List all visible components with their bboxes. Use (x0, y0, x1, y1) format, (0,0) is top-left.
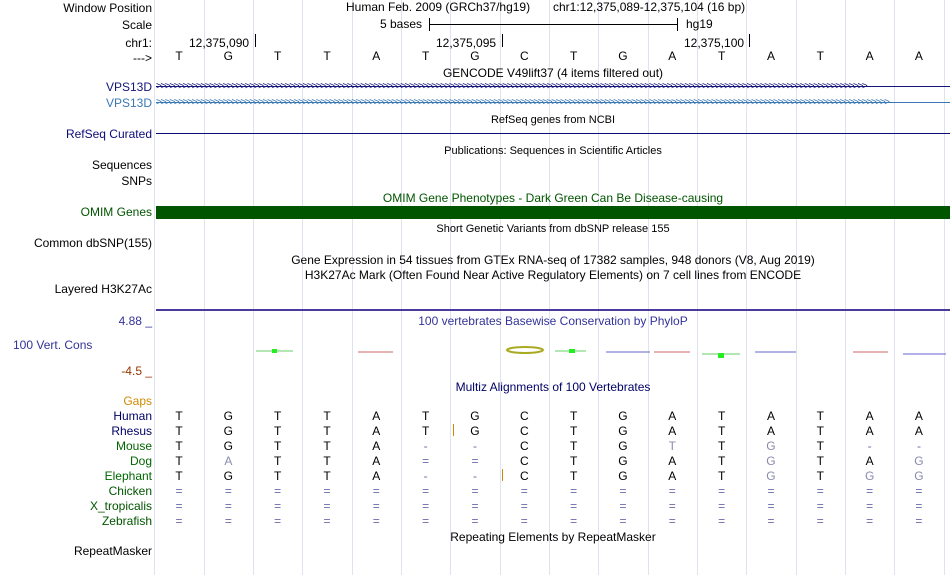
alignment-base: = (816, 514, 824, 528)
alignment-base: T (668, 439, 676, 453)
scale-label: Scale (121, 18, 152, 32)
alignment-base: A (865, 424, 874, 438)
gtex-track-title: Gene Expression in 54 tissues from GTEx RNA-seq of 17382 samples, 948 donors (V8, Aug 2019) (291, 253, 815, 267)
alignment-base: = (224, 499, 232, 513)
alignment-base: - (423, 439, 428, 453)
alignment-base: A (914, 424, 923, 438)
species-label[interactable]: Mouse (115, 439, 152, 453)
alignment-base: = (323, 484, 331, 498)
gencode-track-title: GENCODE V49lift37 (4 items filtered out) (442, 66, 664, 80)
alignment-base: A (668, 469, 677, 483)
alignment-base: = (915, 514, 923, 528)
phylop-track-title: 100 vertebrates Basewise Conservation by PhyloP (418, 314, 688, 328)
base-letter: T (175, 49, 183, 63)
dbsnp-track-title: Short Genetic Variants from dbSNP release 155 (436, 223, 670, 235)
ruler-tick (749, 34, 750, 47)
multiz-track-title: Multiz Alignments of 100 Vertebrates (455, 380, 651, 394)
alignment-base: T (175, 409, 183, 423)
alignment-base: G (618, 454, 628, 468)
alignment-base: = (224, 484, 232, 498)
alignment-base: T (421, 424, 430, 438)
track-label-omim[interactable]: OMIM Genes (80, 205, 152, 219)
ruler-tick (255, 34, 256, 47)
alignment-base: A (668, 424, 677, 438)
alignment-base: T (569, 469, 578, 483)
alignment-base: = (175, 499, 183, 513)
alignment-base: G (864, 469, 875, 483)
alignment-base: = (422, 484, 430, 498)
alignment-base: = (520, 514, 528, 528)
species-label[interactable]: Zebrafish (101, 514, 152, 528)
base-letter: A (372, 49, 381, 63)
species-label[interactable]: X_tropicalis (89, 499, 152, 513)
base-letter: T (323, 49, 331, 63)
alignment-base: - (867, 439, 872, 453)
alignment-base: C (519, 424, 529, 438)
alignment-base: G (470, 424, 480, 438)
alignment-row (156, 514, 950, 528)
alignment-base: A (224, 454, 233, 468)
alignment-base: A (766, 424, 775, 438)
alignment-base: = (767, 484, 775, 498)
base-letter: G (618, 49, 628, 63)
alignment-base: = (274, 514, 282, 528)
base-letter: C (519, 49, 529, 63)
alignment-base: = (422, 514, 430, 528)
phylop-signal[interactable] (156, 340, 950, 364)
alignment-row (156, 484, 950, 498)
omim-gene-bar[interactable] (156, 206, 950, 219)
alignment-base: T (569, 409, 578, 423)
track-label-vps13d-1[interactable]: VPS13D (105, 80, 152, 94)
species-label[interactable]: Chicken (108, 484, 152, 498)
h3k27ac-track-title: H3K27Ac Mark (Often Found Near Active Regulatory Elements) on 7 cell lines from ENCODE (304, 268, 802, 282)
alignment-row (156, 499, 950, 513)
grid-line (154, 0, 155, 575)
alignment-base: = (175, 514, 183, 528)
alignment-row (156, 424, 950, 438)
refseq-gene-line[interactable] (156, 133, 950, 134)
base-letter: T (717, 49, 726, 63)
repeatmasker-track-title: Repeating Elements by RepeatMasker (450, 530, 656, 544)
base-letter: A (914, 49, 923, 63)
alignment-base: G (766, 469, 776, 483)
ruler-tick-label: 12,375,090 (189, 36, 250, 50)
alignment-base: T (717, 469, 726, 483)
alignment-base: = (718, 499, 726, 513)
alignment-base: G (914, 454, 924, 468)
ruler-tick-label: 12,375,100 (684, 36, 745, 50)
alignment-row (156, 469, 950, 483)
track-label-repeatmasker[interactable]: RepeatMasker (73, 544, 152, 558)
ruler-tick (502, 34, 503, 47)
vps13d-transcript-1[interactable]: >>>>>>>>>>>>>>>>>>>>>>>>>>>>>>>>>>>>>>>>>>>>>>>>>>>>>>>>>>>>>>>>>>>>>>>>>>>>>>>>>>>>>>>>>>>>>>>>>>>>>>>>>>>>>>>>>>>>>>>>>>>>>>>>>>>>>>>>>>>>>>>>>>>>>>>>>>>>>>>> (156, 80, 950, 94)
alignment-base: G (470, 409, 480, 423)
alignment-base: = (274, 499, 282, 513)
alignment-base: T (717, 454, 726, 468)
alignment-base: A (865, 454, 874, 468)
alignment-base: G (914, 469, 924, 483)
alignment-base: = (570, 484, 578, 498)
base-letter: A (766, 49, 775, 63)
alignment-base: = (175, 484, 183, 498)
alignment-base: C (519, 409, 529, 423)
alignment-base: = (915, 499, 923, 513)
alignment-base: = (224, 514, 232, 528)
alignment-base: T (816, 424, 824, 438)
alignment-base: G (223, 469, 233, 483)
alignment-base: G (223, 409, 233, 423)
alignment-base: = (668, 499, 676, 513)
alignment-base: T (273, 424, 282, 438)
base-letter: T (421, 49, 430, 63)
scale-bar-right-tick (677, 18, 678, 31)
base-letter: A (668, 49, 677, 63)
alignment-base: T (816, 409, 824, 423)
base-letter: T (569, 49, 578, 63)
alignment-base: T (175, 454, 183, 468)
alignment-base: T (717, 439, 726, 453)
alignment-base: A (668, 454, 677, 468)
window-position-label: Window Position (63, 1, 152, 15)
alignment-base: G (618, 439, 628, 453)
alignment-base: = (619, 499, 627, 513)
alignment-base: = (570, 499, 578, 513)
alignment-base: = (570, 514, 578, 528)
alignment-base: T (175, 469, 183, 483)
alignment-base: G (766, 439, 776, 453)
alignment-base: G (618, 469, 628, 483)
alignment-row (156, 439, 950, 453)
alignment-base: T (816, 454, 824, 468)
alignment-base: A (914, 409, 923, 423)
alignment-base: G (618, 409, 628, 423)
alignment-base: G (766, 454, 776, 468)
alignment-base: = (422, 499, 430, 513)
alignment-base: T (175, 424, 183, 438)
base-letter: T (273, 49, 282, 63)
alignment-base: A (766, 409, 775, 423)
alignment-base: A (372, 409, 381, 423)
alignment-base: = (372, 499, 380, 513)
alignment-base: T (421, 409, 430, 423)
alignment-base: T (816, 439, 824, 453)
h3k27ac-signal-line[interactable] (156, 309, 950, 311)
alignment-base: T (273, 469, 282, 483)
alignment-base: = (816, 484, 824, 498)
strand-toggle[interactable]: ---> (133, 51, 152, 65)
alignment-base: = (323, 514, 331, 528)
alignment-base: = (718, 514, 726, 528)
alignment-base: T (273, 439, 282, 453)
alignment-base: T (273, 454, 282, 468)
alignment-base: = (520, 499, 528, 513)
base-sequence-row (156, 49, 950, 63)
alignment-base: = (520, 484, 528, 498)
cons-scale-max: 4.88 _ (118, 314, 152, 328)
alignment-base: = (866, 484, 874, 498)
alignment-base: = (816, 499, 824, 513)
alignment-base: = (274, 484, 282, 498)
alignment-base: T (569, 424, 578, 438)
alignment-base: T (717, 424, 726, 438)
track-label-conservation[interactable]: 100 Vert. Cons (13, 338, 93, 352)
alignment-base: T (717, 409, 726, 423)
alignment-base: G (223, 439, 233, 453)
refseq-track-title: RefSeq genes from NCBI (490, 114, 616, 126)
alignment-base: T (323, 409, 331, 423)
alignment-base: = (668, 484, 676, 498)
alignment-base: T (175, 439, 183, 453)
alignment-base: = (619, 484, 627, 498)
window-coordinates: chr1:12,375,089-12,375,104 (16 bp) (553, 0, 746, 14)
track-label-sequences[interactable]: Sequences (91, 158, 152, 172)
track-label-dbsnp[interactable]: Common dbSNP(155) (33, 236, 152, 250)
ruler-tick-label: 12,375,095 (436, 36, 497, 50)
alignment-base: T (323, 454, 331, 468)
track-label-gaps[interactable]: Gaps (123, 394, 152, 408)
alignment-base: G (223, 424, 233, 438)
base-letter: T (816, 49, 824, 63)
alignment-base: T (323, 469, 331, 483)
track-label-snps[interactable]: SNPs (121, 174, 152, 188)
scale-bar-left-tick (429, 18, 430, 31)
alignment-base: A (372, 439, 381, 453)
vps13d-transcript-2[interactable]: >>>>>>>>>>>>>>>>>>>>>>>>>>>>>>>>>>>>>>>>>>>>>>>>>>>>>>>>>>>>>>>>>>>>>>>>>>>>>>>>>>>>>>>>>>>>>>>>>>>>>>>>>>>>>>>>>>>>>>>>>>>>>>>>>>>>>>>>>>>>>>>>>>>>>>>>>>>>>>>>>>>>> (156, 96, 950, 110)
track-label-h3k27ac[interactable]: Layered H3K27Ac (54, 282, 152, 296)
alignment-base: C (519, 439, 529, 453)
alignment-base: - (472, 469, 477, 483)
alignment-base: C (519, 469, 529, 483)
track-label-vps13d-2[interactable]: VPS13D (105, 96, 152, 110)
base-letter: A (865, 49, 874, 63)
alignment-base: T (569, 454, 578, 468)
alignment-base: A (372, 454, 381, 468)
alignment-base: T (323, 424, 331, 438)
alignment-base: C (519, 454, 529, 468)
alignment-base: T (273, 409, 282, 423)
scale-bar (429, 24, 678, 25)
alignment-base: = (866, 514, 874, 528)
alignment-base: = (767, 514, 775, 528)
alignment-row (156, 409, 950, 423)
omim-track-title: OMIM Gene Phenotypes - Dark Green Can Be Disease-causing (382, 191, 724, 205)
alignment-base: T (323, 439, 331, 453)
chromosome-label: chr1: (125, 36, 152, 50)
alignment-base: = (718, 484, 726, 498)
track-label-refseq[interactable]: RefSeq Curated (65, 127, 152, 141)
alignment-base: T (569, 439, 578, 453)
alignment-base: = (471, 484, 479, 498)
alignment-base: - (916, 439, 921, 453)
alignment-row (156, 454, 950, 468)
alignment-base: A (668, 409, 677, 423)
alignment-base: A (865, 409, 874, 423)
species-label[interactable]: Elephant (104, 469, 152, 483)
alignment-base: = (471, 499, 479, 513)
alignment-base: = (372, 484, 380, 498)
base-letter: G (223, 49, 233, 63)
alignment-base: T (816, 469, 824, 483)
alignment-base: A (372, 424, 381, 438)
alignment-base: = (866, 499, 874, 513)
alignment-base: - (472, 439, 477, 453)
alignment-base: = (372, 514, 380, 528)
species-label[interactable]: Rhesus (111, 424, 152, 438)
publications-track-title: Publications: Sequences in Scientific Articles (444, 145, 662, 157)
alignment-base: = (767, 499, 775, 513)
alignment-base: - (423, 469, 428, 483)
alignment-base: = (422, 454, 430, 468)
alignment-base: = (471, 514, 479, 528)
alignment-base: = (323, 499, 331, 513)
assembly-title: Human Feb. 2009 (GRCh37/hg19) (346, 0, 531, 14)
scale-bar-db: hg19 (686, 17, 713, 31)
base-letter: G (470, 49, 480, 63)
cons-scale-min: -4.5 _ (121, 364, 152, 378)
alignment-base: G (618, 424, 628, 438)
species-label[interactable]: Human (113, 409, 152, 423)
species-label[interactable]: Dog (129, 454, 152, 468)
alignment-base: = (915, 484, 923, 498)
alignment-base: = (471, 454, 479, 468)
alignment-base: A (372, 469, 381, 483)
alignment-base: = (668, 514, 676, 528)
alignment-base: = (619, 514, 627, 528)
scale-bar-text: 5 bases (380, 17, 423, 31)
